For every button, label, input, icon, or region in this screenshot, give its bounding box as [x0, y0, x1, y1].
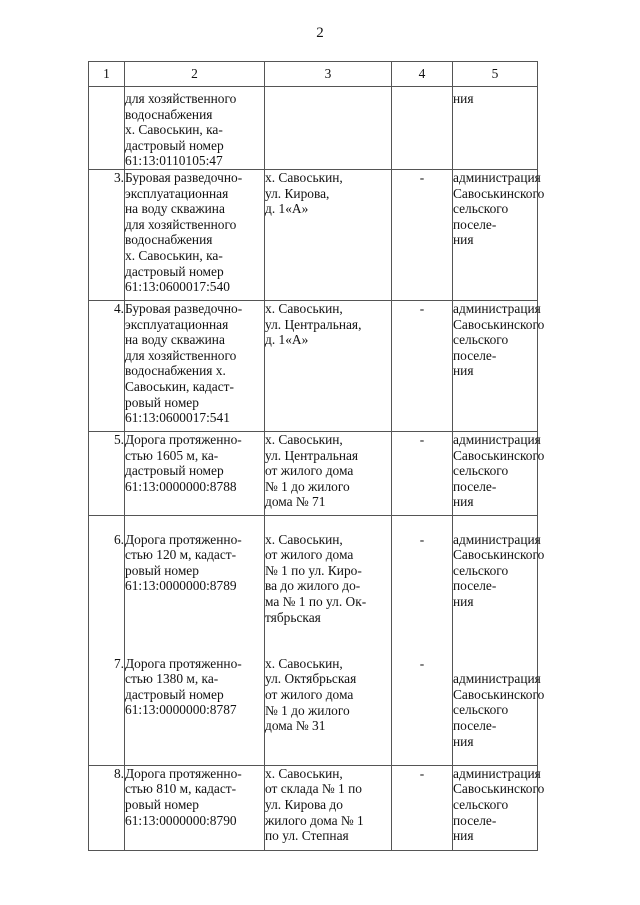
column-4-cell [392, 516, 453, 766]
object-address: х. Савоськин, ул. Октябрьская от жилого дома № 1 до жилого дома № 31 [265, 655, 357, 734]
column-header-2: 2 [125, 62, 265, 87]
object-address: х. Савоськин, ул. Кирова, д. 1«А» [265, 170, 392, 301]
object-address: х. Савоськин, ул. Центральная, д. 1«А» [265, 301, 392, 432]
owner: администрация Савоськинского сельского поселе- ния [453, 531, 545, 609]
object-address: х. Савоськин, от жилого дома № 1 по ул. Киро- ва до жилого до- ма № 1 по ул. Ок- тябрьская [265, 531, 367, 625]
row-number: 5. [89, 432, 125, 516]
object-address-cell [265, 516, 392, 766]
table-row [89, 170, 538, 301]
row-number: 6. [113, 531, 124, 547]
owner: администрация Савоськинского сельского поселе- ния [453, 170, 538, 301]
object-description: для хозяйственного водоснабжения х. Савоськин, ка- дастровый номер 61:13:0110105:47 [125, 87, 265, 170]
row-number: 7. [113, 655, 124, 671]
owner: администрация Савоськинского сельского поселе- ния [453, 432, 538, 516]
column-4-value: - [392, 765, 453, 850]
owner: администрация Савоськинского сельского поселе- ния [453, 765, 538, 850]
column-4-value: - [419, 531, 425, 547]
column-4-value: - [392, 170, 453, 301]
row-number [89, 87, 125, 170]
owner-cell [453, 516, 545, 766]
object-description: Дорога протяженно- стью 120 м, кадаст- ровый номер 61:13:0000000:8789 [125, 531, 242, 594]
object-description: Дорога протяженно- стью 810 м, кадаст- ровый номер 61:13:0000000:8790 [125, 765, 265, 850]
owner: администрация Савоськинского сельского поселе- ния [453, 301, 538, 432]
table-row [89, 301, 538, 432]
table-row [89, 516, 538, 766]
column-header-4: 4 [392, 62, 453, 87]
object-description: Дорога протяженно- стью 1605 м, ка- дастровый номер 61:13:0000000:8788 [125, 432, 265, 516]
column-4-value: - [419, 655, 425, 671]
table-row [89, 432, 538, 516]
object-description-cell [125, 516, 265, 766]
owner: ния [453, 87, 538, 170]
object-description: Буровая разведочно- эксплуатационная на воду скважина для хозяйственного водоснабжения х. Савоськин, ка- дастровый номер 61:13:0600017:540 [125, 170, 265, 301]
object-description: Буровая разведочно- эксплуатационная на воду скважина для хозяйственного водоснабжения х. Савоськин, кадаст- ровый номер 61:13:0600017:541 [125, 301, 265, 432]
column-4-value: - [392, 432, 453, 516]
object-address [265, 87, 392, 170]
column-4-value: - [392, 301, 453, 432]
column-header-5: 5 [453, 62, 538, 87]
page-number: 2 [316, 25, 324, 41]
owner: администрация Савоськинского сельского поселе- ния [453, 671, 545, 749]
row-number-cell [89, 516, 125, 766]
object-address: х. Савоськин, от склада № 1 по ул. Кирова до жилого дома № 1 по ул. Степная [265, 765, 392, 850]
property-table [88, 61, 545, 851]
row-number: 4. [89, 301, 125, 432]
table-row [89, 765, 538, 850]
table-header-row [89, 62, 538, 87]
column-header-3: 3 [265, 62, 392, 87]
table-row [89, 87, 538, 170]
row-number: 3. [89, 170, 125, 301]
object-description: Дорога протяженно- стью 1380 м, ка- дастровый номер 61:13:0000000:8787 [125, 655, 242, 718]
object-address: х. Савоськин, ул. Центральная от жилого дома № 1 до жилого дома № 71 [265, 432, 392, 516]
row-number: 8. [89, 765, 125, 850]
column-4-value [392, 87, 453, 170]
column-header-1: 1 [89, 62, 125, 87]
